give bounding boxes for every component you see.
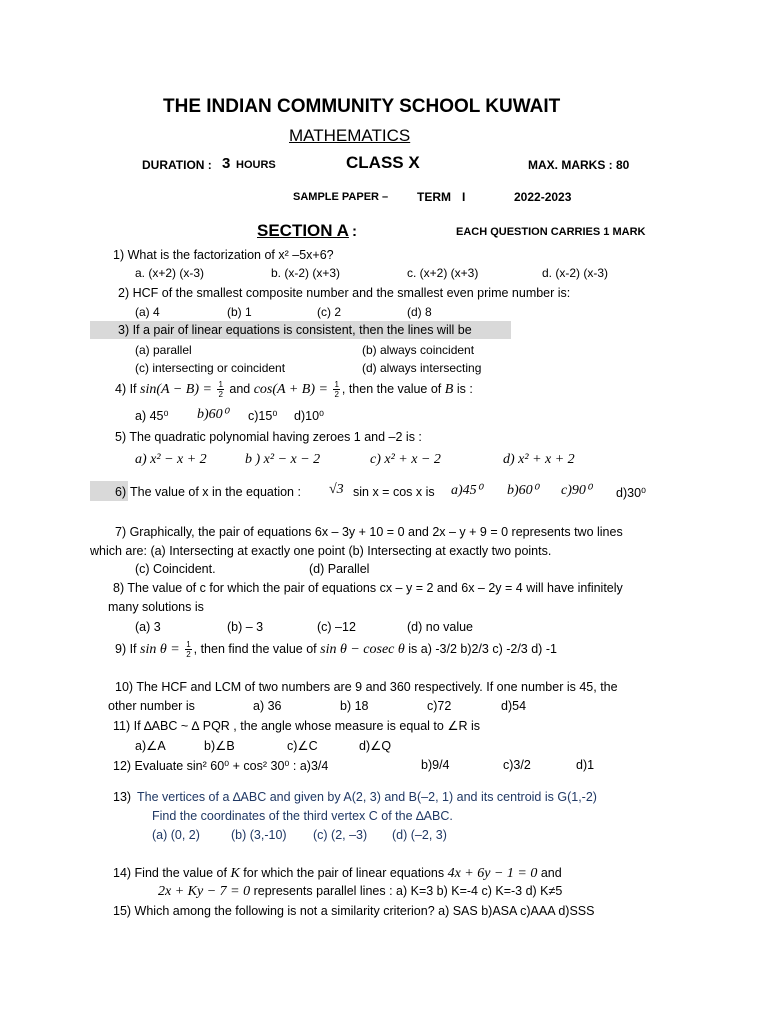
q9-number: 9) If [115,641,137,656]
q1-stem: 1) What is the factorization of x² –5x+6? [113,248,334,262]
q9-tail: is a) -3/2 b)2/3 c) -2/3 d) -1 [408,641,557,656]
q12-option-d: d)1 [576,758,595,772]
q4-option-b: b)60⁰ [197,407,229,422]
q10-option-d: d)54 [501,699,527,713]
q4-frac2-num: 1 [334,380,339,389]
q4-number: 4) If [115,381,137,396]
q13-option-d: (d) (–2, 3) [392,828,447,842]
q6-sqrt: √3 [329,482,344,497]
q13-option-c: (c) (2, –3) [313,828,368,842]
q4-is: is : [456,381,473,396]
q13-option-b: (b) (3,-10) [231,828,287,842]
q6-option-c: c)90⁰ [561,483,592,498]
q11-option-d: d)∠Q [359,739,392,753]
q7-line1: 7) Graphically, the pair of equations 6x – 3y + 10 = 0 and 2x – y + 9 = 0 represents two lines [115,525,623,539]
q4-expr-cos: cos(A + B) = [253,381,328,397]
q5-option-c: c) x² + x − 2 [370,452,441,467]
q13-line2: Find the coordinates of the third vertex C of the ∆ABC. [152,809,453,823]
q5-option-a: a) x² − x + 2 [135,452,207,467]
q7-option-c: (c) Coincident. [135,562,216,576]
q14-and: and [540,866,562,880]
q15-stem: 15) Which among the following is not a similarity criterion? a) SAS b)ASA c)AAA d)SSS [113,904,595,918]
q11-option-a: a)∠A [135,739,166,753]
q2-stem: 2) HCF of the smallest composite number and the smallest even prime number is: [118,286,571,300]
q5-stem: 5) The quadratic polynomial having zeroes 1 and –2 is : [115,430,422,444]
q4-tail: , then the value of [341,381,442,396]
q8-option-c: (c) –12 [317,620,356,634]
subject-title: MATHEMATICS [289,126,411,145]
max-marks-value: 80 [616,158,630,172]
q8-line1: 8) The value of c for which the pair of equations cx – y = 2 and 6x – 2y = 4 will have infinitely [113,581,623,595]
q2-option-d: (d) 8 [407,305,432,319]
q8-line2: many solutions is [108,600,204,614]
q5-option-d: d) x² + x + 2 [503,452,575,467]
q3-stem: 3) If a pair of linear equations is consistent, then the lines will be [118,323,472,337]
q6-option-d: d)30⁰ [616,486,647,500]
q14-pre: 14) Find the value of [113,866,227,880]
q11-option-c: c)∠C [287,739,318,753]
paper-label: SAMPLE PAPER – [293,191,389,203]
q4-option-a: a) 45⁰ [135,409,169,423]
q2-option-b: (b) 1 [227,305,252,319]
q12-stem: 12) Evaluate sin² 60⁰ + cos² 30⁰ : a)3/4 [113,759,329,773]
academic-year: 2022-2023 [514,190,572,204]
q3-option-c: (c) intersecting or coincident [135,361,286,375]
duration-value: 3 [222,155,231,172]
q4-stem [115,380,473,399]
q10-option-b: b) 18 [340,699,369,713]
q6-number: 6) [115,485,127,499]
q9-frac-den: 2 [186,650,191,659]
q9-expr2: sin θ − cosec θ [320,641,405,657]
q14-mid: for which the pair of linear equations [243,866,445,880]
q12-option-c: c)3/2 [503,758,531,772]
q9-frac-num: 1 [186,640,191,649]
section-note: EACH QUESTION CARRIES 1 MARK [456,226,646,238]
class-title: CLASS X [346,153,420,172]
max-marks-label: MAX. MARKS : [528,158,613,172]
q10-option-c: c)72 [427,699,452,713]
section-colon: : [352,223,357,240]
q5-option-b: b ) x² − x − 2 [245,452,321,467]
q9-fraction [185,640,191,659]
q4-fraction-2 [333,380,339,399]
q4-var: B [444,381,454,397]
q1-option-b: b. (x-2) (x+3) [271,266,341,280]
q14-eq2: 2x + Ky − 7 = 0 [158,884,251,899]
q7-line2: which are: (a) Intersecting at exactly one point (b) Intersecting at exactly two points. [90,544,552,558]
q14-line1 [113,866,562,882]
q14-line2 [158,884,562,900]
q10-line2: other number is [108,699,195,713]
q14-k: K [230,866,240,881]
q1-option-d: d. (x-2) (x-3) [542,266,608,280]
q11-option-b: b)∠B [204,739,235,753]
duration-unit: HOURS [236,159,276,171]
q8-option-a: (a) 3 [135,620,161,634]
q14-eq1: 4x + 6y − 1 = 0 [447,866,538,881]
q10-option-a: a) 36 [253,699,282,713]
q14-tail: represents parallel lines : a) K=3 b) K=-4 c) K=-3 d) K≠5 [253,884,563,898]
q6-stem: The value of x in the equation : [130,485,301,499]
q2-option-c: (c) 2 [317,305,341,319]
q4-option-d: d)10⁰ [294,409,325,423]
q3-option-d: (d) always intersecting [362,361,482,375]
term-label: TERM [417,190,451,204]
q6-option-b: b)60⁰ [507,483,539,498]
q2-option-a: (a) 4 [135,305,160,319]
q8-option-b: (b) – 3 [227,620,264,634]
q4-option-c: c)15⁰ [248,409,278,423]
q6-equation: sin x = cos x is [353,485,435,499]
q8-option-d: (d) no value [407,620,474,634]
q11-stem: 11) If ∆ABC ~ ∆ PQR , the angle whose measure is equal to ∠R is [113,719,481,733]
q10-line1: 10) The HCF and LCM of two numbers are 9 and 360 respectively. If one number is 45, the [115,680,618,694]
q7-option-d: (d) Parallel [309,562,370,576]
q13-option-a: (a) (0, 2) [152,828,200,842]
q4-and: and [229,381,251,396]
section-title: SECTION A [257,221,349,240]
school-title: THE INDIAN COMMUNITY SCHOOL KUWAIT [163,96,561,117]
q13-number: 13) [113,790,132,804]
q12-option-b: b)9/4 [421,758,450,772]
q4-frac2-den: 2 [334,390,339,399]
q9-expr: sin θ = [140,641,180,657]
q9-mid: , then find the value of [193,641,317,656]
q3-option-b: (b) always coincident [362,343,475,357]
q3-option-a: (a) parallel [135,343,192,357]
q13-line1: The vertices of a ∆ABC and given by A(2, 3) and B(–2, 1) and its centroid is G(1,-2) [137,790,597,804]
q4-expr-sin: sin(A − B) = [140,381,212,397]
duration-label: DURATION : [142,158,212,172]
q4-frac-den: 2 [218,390,223,399]
q9-stem [115,640,557,659]
q6-option-a: a)45⁰ [451,483,483,498]
q1-option-a: a. (x+2) (x-3) [135,266,205,280]
q1-option-c: c. (x+2) (x+3) [407,266,479,280]
term-number: I [462,190,466,204]
q4-frac-num: 1 [218,380,223,389]
q4-fraction [217,380,223,399]
